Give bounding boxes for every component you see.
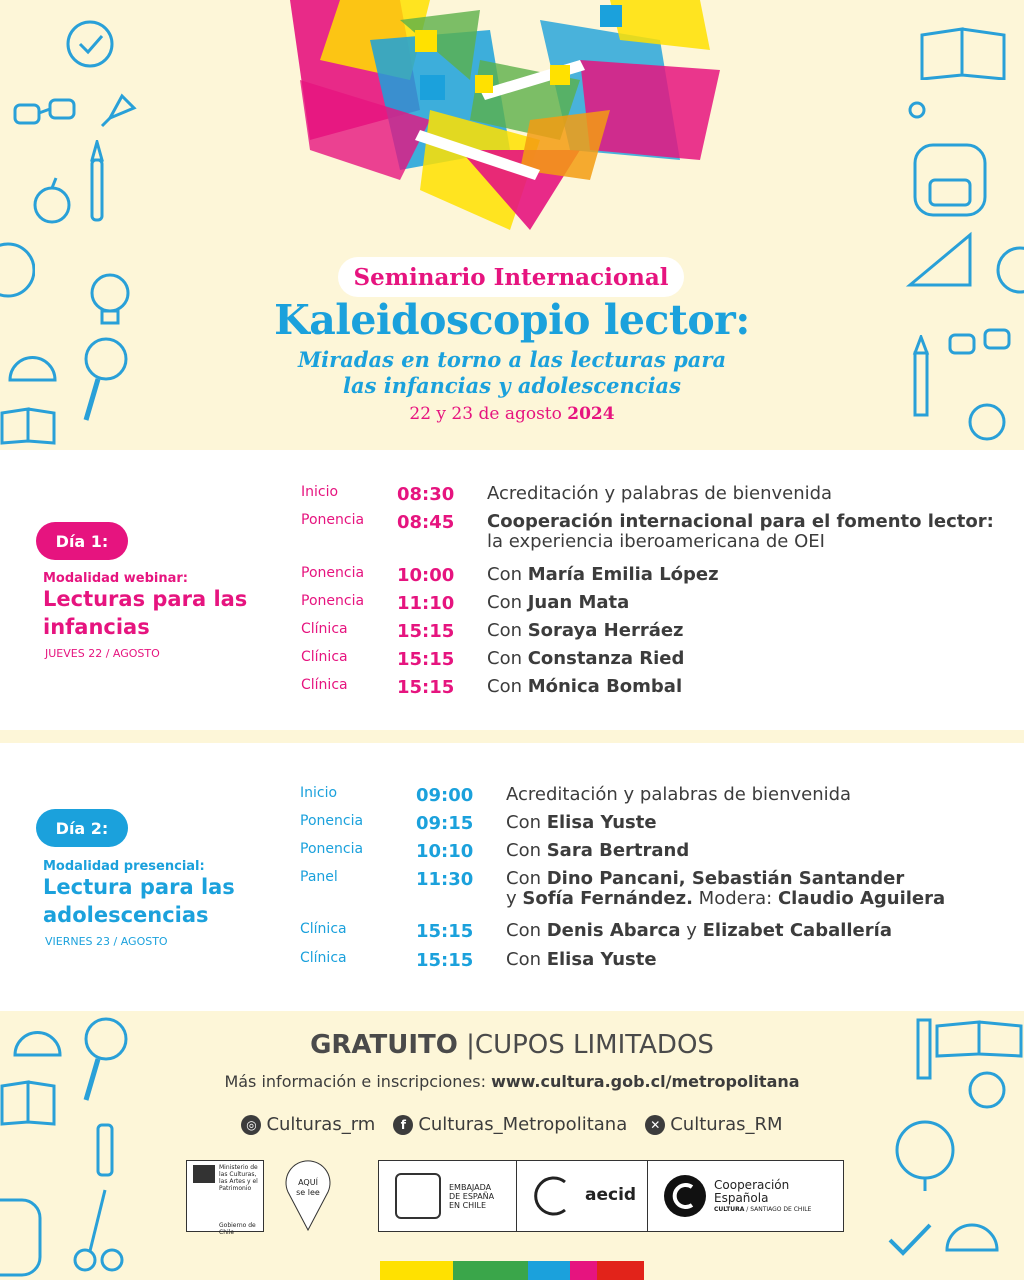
social-links	[0, 1114, 1024, 1135]
footer-headline	[0, 1030, 1024, 1060]
info-label: Más información e inscripciones:	[224, 1072, 486, 1091]
checkmark-icon	[885, 1220, 935, 1260]
pin-icon	[100, 88, 140, 128]
session-prefix: Con	[506, 920, 547, 941]
protractor-icon	[942, 1210, 1002, 1255]
session-type: Panel	[300, 869, 338, 885]
color-bar-segment	[528, 1261, 570, 1280]
day1-track-line: infancias	[43, 615, 150, 639]
ministerio-logo	[186, 1160, 264, 1236]
footer-info	[0, 1072, 1024, 1091]
day1-date: JUEVES 22 / AGOSTO	[45, 647, 160, 660]
schedule-row	[301, 484, 832, 505]
speaker-name: Sofía Fernández.	[522, 888, 693, 909]
glasses-icon	[10, 95, 80, 135]
session-prefix: Con	[506, 868, 547, 889]
session-type: Clínica	[300, 921, 347, 937]
instagram-icon: ◎	[241, 1115, 261, 1135]
color-bar-segment	[453, 1261, 528, 1280]
ministerio-text: Ministerio de	[219, 1164, 258, 1171]
session-type: Ponencia	[301, 593, 365, 609]
day1-track-title	[43, 585, 273, 641]
session-time: 15:15	[397, 649, 455, 670]
color-bar-segment	[380, 1261, 453, 1280]
aecid-icon	[531, 1174, 575, 1218]
session-prefix: y	[506, 888, 523, 909]
session-type: Ponencia	[300, 813, 364, 829]
session-time: 09:15	[416, 813, 474, 834]
session-prefix: Con	[487, 648, 528, 669]
speaker-name: Elizabet Caballería	[702, 920, 892, 941]
session-type: Ponencia	[300, 841, 364, 857]
session-type: Ponencia	[301, 565, 365, 581]
facebook-link[interactable]	[393, 1114, 627, 1135]
session-prefix: Con	[506, 812, 547, 833]
moderator-label: Modera:	[692, 888, 778, 909]
schedule-row	[300, 921, 892, 942]
ministerio-text: las Artes y el	[219, 1178, 258, 1185]
schedule-row	[301, 565, 719, 586]
session-desc	[487, 512, 994, 552]
session-desc	[506, 921, 892, 941]
page-title: Kaleidoscopio lector:	[274, 296, 750, 344]
session-prefix: Con	[506, 840, 547, 861]
partner-logos	[378, 1160, 844, 1232]
session-prefix: Con	[487, 564, 528, 585]
event-date	[0, 404, 1024, 424]
speaker-name: Juan Mata	[527, 592, 630, 613]
session-time: 10:00	[397, 565, 455, 586]
subtitle-line: las infancias y adolescencias	[343, 373, 681, 398]
session-desc	[487, 649, 684, 669]
embajada-text: EMBAJADA	[449, 1183, 492, 1192]
session-desc	[506, 813, 657, 833]
session-desc	[487, 677, 682, 697]
color-bar-segment	[570, 1261, 597, 1280]
schedule-row	[300, 813, 657, 834]
kaleidoscope-graphic	[280, 0, 740, 240]
separator: |	[466, 1030, 475, 1060]
limited-label: CUPOS LIMITADOS	[474, 1030, 714, 1060]
x-link[interactable]	[645, 1114, 782, 1135]
triangle-ruler-icon	[905, 230, 975, 290]
schedule-row	[301, 649, 684, 670]
apple-icon	[30, 175, 75, 225]
day1-track-line: Lecturas para las	[43, 587, 248, 611]
cooperacion-logo	[648, 1161, 844, 1231]
info-url-link[interactable]: www.cultura.gob.cl/metropolitana	[491, 1072, 800, 1091]
ministerio-text: las Culturas,	[219, 1171, 257, 1178]
brush-icon	[82, 140, 112, 230]
book-icon	[918, 25, 1008, 80]
session-time: 08:30	[397, 484, 455, 505]
event-date-year: 2024	[567, 404, 615, 424]
speaker-name: Sara Bertrand	[546, 840, 690, 861]
day2-panel	[0, 743, 1024, 1011]
schedule-row	[301, 512, 994, 552]
day2-track-line: Lectura para las	[43, 875, 235, 899]
gobierno-text: Gobierno de Chile	[219, 1222, 256, 1236]
globe-icon	[0, 235, 35, 305]
spain-shield-icon	[395, 1173, 441, 1219]
schedule-row	[300, 869, 945, 909]
day2-modality: Modalidad presencial:	[43, 859, 205, 874]
day2-badge: Día 2:	[36, 809, 128, 847]
speaker-name: Elisa Yuste	[546, 812, 657, 833]
session-desc	[506, 841, 689, 861]
aecid-logo	[517, 1161, 648, 1231]
session-prefix: Con	[506, 949, 547, 970]
session-type: Clínica	[301, 649, 348, 665]
day2-track-line: adolescencias	[43, 903, 209, 927]
schedule-row	[301, 677, 682, 698]
embajada-text: DE ESPAÑA	[449, 1192, 495, 1201]
day1-badge: Día 1:	[36, 522, 128, 560]
speaker-name: Soraya Herráez	[527, 620, 684, 641]
session-subtitle: la experiencia iberoamericana de OEI	[487, 531, 825, 552]
moderator-name: Claudio Aguilera	[777, 888, 946, 909]
session-time: 15:15	[416, 921, 474, 942]
session-desc	[487, 621, 684, 641]
speaker-name: Constanza Ried	[527, 648, 685, 669]
session-prefix: Con	[487, 620, 528, 641]
se-lee-text: se lee	[296, 1188, 320, 1197]
session-desc	[487, 565, 719, 585]
session-desc	[506, 869, 945, 909]
instagram-link[interactable]	[241, 1114, 375, 1135]
ministerio-text: Patrimonio	[219, 1185, 252, 1192]
speaker-name: Denis Abarca	[546, 920, 681, 941]
session-time: 15:15	[416, 950, 474, 971]
session-time: 11:10	[397, 593, 455, 614]
session-time: 11:30	[416, 869, 474, 890]
cooperacion-text: Cooperación	[714, 1178, 790, 1192]
session-desc	[487, 593, 629, 613]
session-time: 10:10	[416, 841, 474, 862]
session-type: Ponencia	[301, 512, 365, 528]
facebook-handle: Culturas_Metropolitana	[418, 1114, 628, 1135]
color-bar-segment	[597, 1261, 644, 1280]
x-handle: Culturas_RM	[670, 1114, 783, 1135]
session-desc	[506, 950, 657, 970]
event-date-days: 22 y 23 de agosto	[409, 404, 562, 424]
session-time: 08:45	[397, 512, 455, 533]
cooperacion-text: Española	[714, 1191, 769, 1205]
schedule-row	[301, 593, 629, 614]
day1-modality: Modalidad webinar:	[43, 571, 188, 586]
instagram-handle: Culturas_rm	[266, 1114, 376, 1135]
aecid-text: aecid	[585, 1185, 637, 1205]
session-type: Inicio	[300, 785, 338, 801]
cultura-text: CULTURA	[714, 1206, 745, 1213]
session-title: Cooperación internacional para el fomento lector:	[487, 511, 994, 532]
session-time: 15:15	[397, 621, 455, 642]
magnifier-icon	[80, 1015, 140, 1105]
session-type: Inicio	[301, 484, 339, 500]
embajada-text: EN CHILE	[449, 1201, 487, 1210]
subtitle-line: Miradas en torno a las lecturas para	[297, 347, 727, 372]
aqui-se-lee-logo	[284, 1160, 332, 1232]
day2-date: VIERNES 23 / AGOSTO	[45, 935, 168, 948]
cooperacion-icon	[662, 1173, 708, 1219]
speaker-name: Mónica Bombal	[527, 676, 683, 697]
alarm-clock-icon	[990, 240, 1024, 300]
session-prefix: Con	[487, 676, 528, 697]
facebook-icon: f	[393, 1115, 413, 1135]
seminar-label: Seminario Internacional	[338, 257, 684, 297]
subtitle	[0, 347, 1024, 399]
backpack-icon	[905, 130, 1000, 225]
speaker-names: Dino Pancani, Sebastián Santander	[546, 868, 905, 889]
aqui-text: AQUÍ	[298, 1178, 318, 1187]
session-prefix: Con	[487, 592, 528, 613]
session-time: 09:00	[416, 785, 474, 806]
speaker-name: Elisa Yuste	[546, 949, 657, 970]
x-icon: ✕	[645, 1115, 665, 1135]
schedule-row	[300, 841, 689, 862]
embajada-logo	[379, 1161, 517, 1231]
session-desc: Acreditación y palabras de bienvenida	[506, 784, 852, 805]
alarm-clock-icon	[60, 12, 120, 72]
scissors-icon	[70, 1185, 130, 1275]
backpack-icon	[0, 1195, 45, 1280]
session-type: Clínica	[301, 621, 348, 637]
session-type: Clínica	[300, 950, 347, 966]
pencil-icon	[902, 95, 932, 125]
session-type: Clínica	[301, 677, 348, 693]
day2-track-title	[43, 873, 273, 929]
schedule-row	[301, 621, 684, 642]
santiago-text: / SANTIAGO DE CHILE	[746, 1206, 812, 1213]
schedule-row	[300, 785, 851, 806]
schedule-row	[300, 950, 657, 971]
free-label: GRATUITO	[310, 1030, 458, 1060]
speaker-name: María Emilia López	[527, 564, 719, 585]
session-desc: Acreditación y palabras de bienvenida	[487, 483, 833, 504]
conjunction: y	[680, 920, 703, 941]
coat-of-arms-icon	[193, 1165, 215, 1183]
day1-panel	[0, 450, 1024, 730]
session-time: 15:15	[397, 677, 455, 698]
